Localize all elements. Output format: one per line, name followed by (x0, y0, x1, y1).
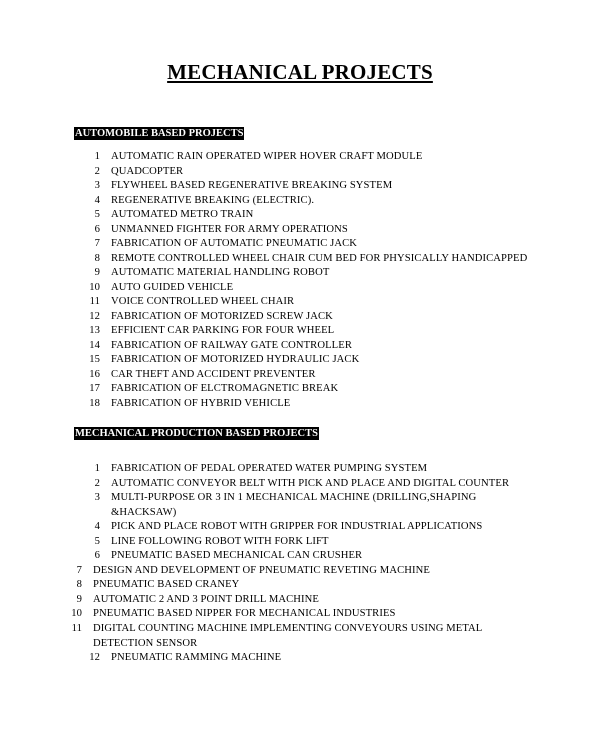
list-item-text: FLYWHEEL BASED REGENERATIVE BREAKING SYSTEM (111, 180, 393, 191)
list-item-text: FABRICATION OF PEDAL OPERATED WATER PUMPING SYSTEM (111, 463, 428, 474)
list-item-text: QUADCOPTER (111, 165, 184, 177)
list-item-text: FABRICATION OF AUTOMATIC PNEUMATIC JACK (111, 238, 358, 249)
list-item-number: 7 (76, 565, 82, 576)
list-item-text: AUTOMATED METRO TRAIN (111, 209, 254, 220)
list-item-text: UNMANNED FIGHTER FOR ARMY OPERATIONS (111, 223, 348, 235)
list-item-text: PNEUMATIC BASED CRANEY (93, 579, 240, 590)
list-item-text: LINE FOLLOWING ROBOT WITH FORK LIFT (111, 536, 329, 547)
list-item-number: 5 (94, 536, 100, 547)
list-item-text: FABRICATION OF ELCTROMAGNETIC BREAK (111, 383, 339, 394)
list-item-text: VOICE CONTROLLED WHEEL CHAIR (111, 296, 295, 307)
list-item-text: CAR THEFT AND ACCIDENT PREVENTER (111, 368, 316, 380)
list-item-number: 2 (94, 478, 100, 489)
list-item-number: 1 (94, 463, 100, 474)
list-item-text: FABRICATION OF RAILWAY GATE CONTROLLER (111, 339, 352, 351)
list-item-text: DESIGN AND DEVELOPMENT OF PNEUMATIC REVETING MACHINE (93, 565, 430, 576)
section-heading-automobile: AUTOMOBILE BASED PROJECTS (75, 128, 244, 139)
list-item-text: AUTO GUIDED VEHICLE (111, 281, 234, 293)
list-item-number: 18 (89, 397, 100, 409)
list-item-text: AUTOMATIC CONVEYOR BELT WITH PICK AND PLACE AND DIGITAL COUNTER (111, 478, 510, 489)
list-item-number: 10 (89, 281, 100, 293)
list-item-number: 17 (89, 383, 100, 394)
list-item-text: AUTOMATIC 2 AND 3 POINT DRILL MACHINE (93, 594, 319, 605)
list-item-text: REGENERATIVE BREAKING (ELECTRIC). (111, 194, 315, 206)
list-item-number: 13 (89, 325, 100, 336)
list-item-number: 9 (94, 267, 100, 278)
list-item-number: 5 (94, 209, 100, 220)
list-item-number: 11 (71, 623, 82, 634)
list-item-number: 12 (89, 310, 100, 322)
list-item-text: AUTOMATIC RAIN OPERATED WIPER HOVER CRAFT MODULE (111, 151, 423, 162)
list-item-number: 7 (94, 238, 100, 249)
list-item-text: FABRICATION OF MOTORIZED HYDRAULIC JACK (111, 354, 360, 365)
list-item-text: REMOTE CONTROLLED WHEEL CHAIR CUM BED FOR PHYSICALLY HANDICAPPED (111, 252, 528, 264)
list-item-number: 9 (76, 594, 82, 605)
list-item-number: 4 (94, 521, 100, 532)
list-item-number: 8 (94, 252, 100, 264)
list-item-text: PNEUMATIC BASED MECHANICAL CAN CRUSHER (111, 550, 363, 561)
list-item-text: FABRICATION OF MOTORIZED SCREW JACK (111, 310, 333, 322)
list-item-number: 10 (71, 608, 82, 619)
list-item-text: PNEUMATIC RAMMING MACHINE (111, 652, 282, 663)
list-item-text: EFFICIENT CAR PARKING FOR FOUR WHEEL (111, 325, 335, 336)
list-item-number: 6 (94, 223, 100, 235)
list-item-number: 8 (76, 579, 82, 590)
list-item-number: 3 (94, 180, 100, 191)
list-item-text: AUTOMATIC MATERIAL HANDLING ROBOT (111, 267, 330, 278)
list-item-number: 2 (94, 165, 100, 177)
list-item-number: 14 (89, 339, 100, 351)
list-item-number: 12 (89, 652, 100, 663)
list-item-text: MULTI-PURPOSE OR 3 IN 1 MECHANICAL MACHINE (DRILLING,SHAPING &HACKSAW) (111, 492, 477, 518)
page-title: MECHANICAL PROJECTS (167, 60, 433, 84)
list-item-text: DIGITAL COUNTING MACHINE IMPLEMENTING CONVEYOURS USING METAL DETECTION SENSOR (93, 623, 482, 649)
list-item-number: 16 (89, 368, 100, 380)
list-item-text: PNEUMATIC BASED NIPPER FOR MECHANICAL INDUSTRIES (93, 608, 396, 619)
list-item-text: PICK AND PLACE ROBOT WITH GRIPPER FOR INDUSTRIAL APPLICATIONS (111, 521, 483, 532)
list-item-text: FABRICATION OF HYBRID VEHICLE (111, 397, 291, 409)
list-item-number: 6 (94, 550, 100, 561)
list-item-number: 4 (94, 194, 100, 206)
section-heading-production: MECHANICAL PRODUCTION BASED PROJECTS (75, 428, 318, 439)
list-item-number: 15 (89, 354, 100, 365)
list-item-number: 11 (89, 296, 100, 307)
list-item-number: 1 (94, 151, 100, 162)
list-item-number: 3 (94, 492, 100, 503)
